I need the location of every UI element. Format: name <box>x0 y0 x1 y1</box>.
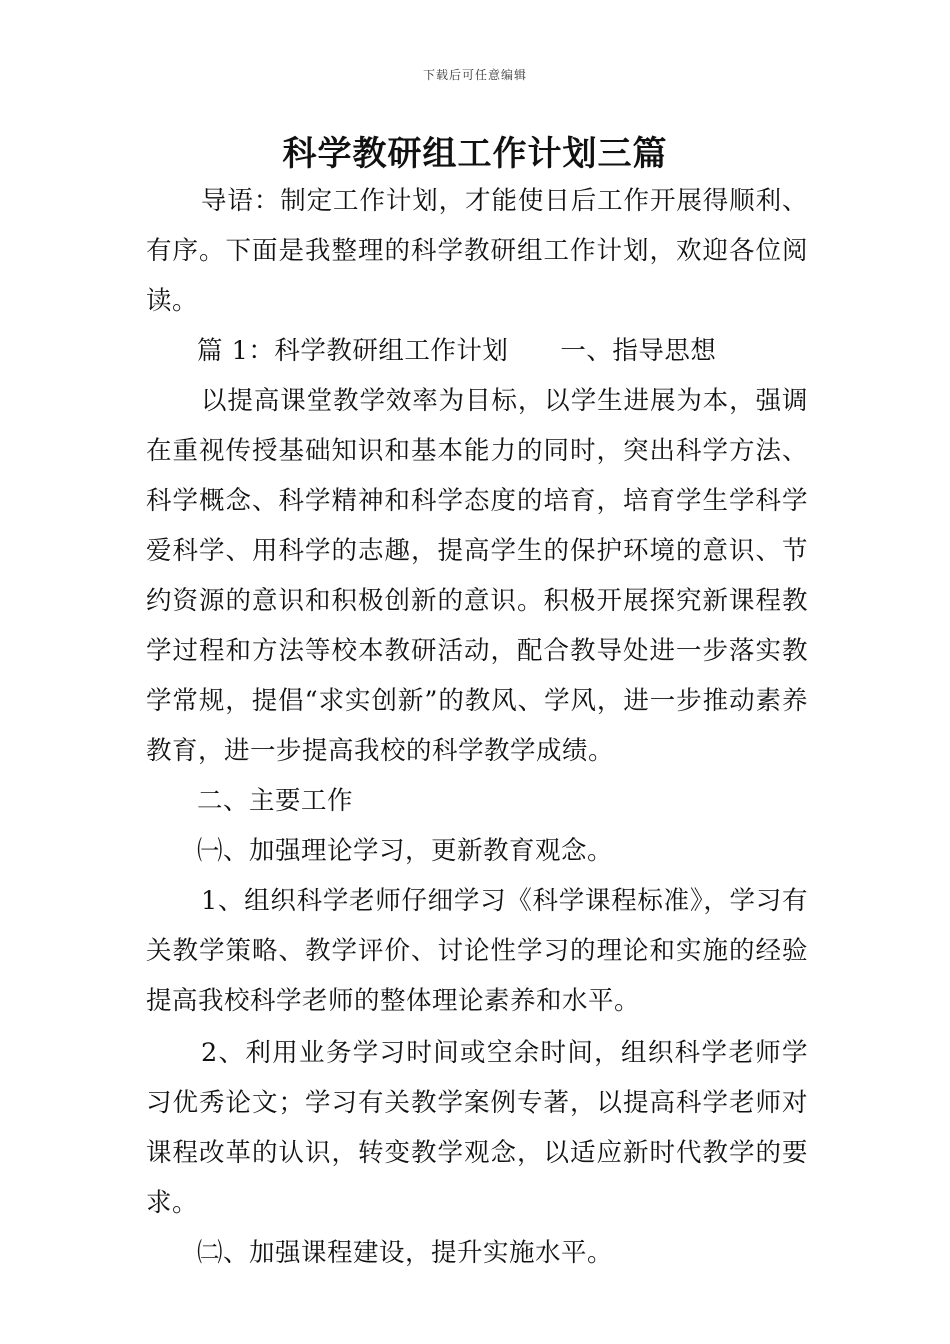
work-item-1: 1、组织科学老师仔细学习《科学课程标准》，学习有关教学策略、教学评价、讨论性学习的理论和实施的经验提高我校科学老师的整体理论素养和水平。 <box>146 886 808 1016</box>
header-note: 下载后可任意编辑 <box>422 68 527 82</box>
section-heading-line <box>146 326 808 376</box>
guiding-thought-paragraph: 以提高课堂教学效率为目标，以学生进展为本，强调在重视传授基础知识和基本能力的同时，突出科学方法、科学概念、科学精神和科学态度的培育，培育学生学科学爱科学、用科学的志趣，提高学生的保护环境的意识、节约资源的意识和积极创新的意识。积极开展探究新课程教学过程和方法等校本教研活动，配合教导处进一步落实教学常规，提倡“求实创新”的教风、学风，进一步推动素养教育，进一步提高我校的科学教学成绩。 <box>146 386 808 766</box>
document-title: 科学教研组工作计划三篇 <box>282 134 668 174</box>
chapter-label: 篇 1：科学教研组工作计划 <box>197 336 509 366</box>
intro-paragraph: 导语：制定工作计划，才能使日后工作开展得顺利、有序。下面是我整理的科学教研组工作计划，欢迎各位阅读。 <box>146 186 808 316</box>
guiding-thought-heading: 一、指导思想 <box>560 336 717 366</box>
document-body <box>146 176 808 1278</box>
subsection-2-heading: ㈡、加强课程建设，提升实施水平。 <box>197 1238 614 1268</box>
work-item-2: 2、利用业务学习时间或空余时间，组织科学老师学习优秀论文；学习有关教学案例专著，以提高科学老师对课程改革的认识，转变教学观念，以适应新时代教学的要求。 <box>146 1038 808 1218</box>
subsection-1-heading: ㈠、加强理论学习，更新教育观念。 <box>197 836 614 866</box>
main-work-heading: 二、主要工作 <box>197 786 354 816</box>
